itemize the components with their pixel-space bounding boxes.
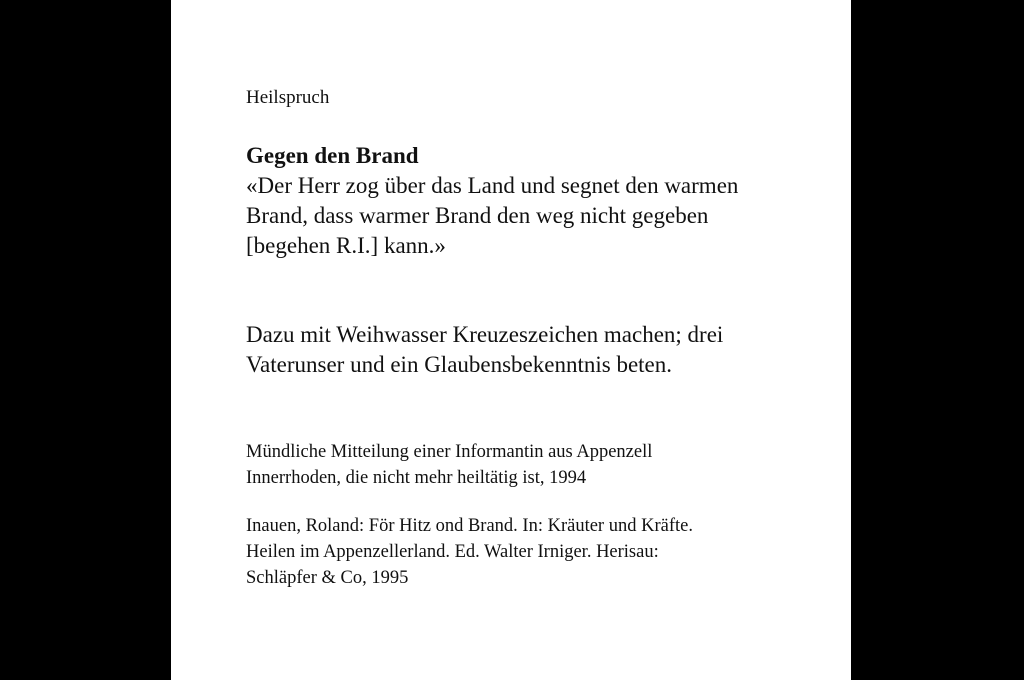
quote-line: [begehen R.I.] kann.» xyxy=(246,233,446,258)
bibliographic-reference xyxy=(246,513,786,591)
source-note xyxy=(246,439,786,491)
document-page xyxy=(171,0,851,680)
document-title: Gegen den Brand xyxy=(246,143,419,168)
spell-quote xyxy=(246,171,806,261)
instruction-paragraph xyxy=(246,320,806,380)
instruction-line: Vaterunser und ein Glaubensbekenntnis beten. xyxy=(246,352,673,377)
source-note-line: Mündliche Mitteilung einer Informantin aus Appenzell xyxy=(246,442,653,462)
document-label: Heilspruch xyxy=(246,87,330,108)
quote-line: «Der Herr zog über das Land und segnet den warmen xyxy=(246,173,739,198)
reference-line: Inauen, Roland: För Hitz ond Brand. In: Kräuter und Kräfte. xyxy=(246,516,693,536)
instruction-line: Dazu mit Weihwasser Kreuzeszeichen machen; drei xyxy=(246,322,724,347)
reference-line: Heilen im Appenzellerland. Ed. Walter Irniger. Herisau: xyxy=(246,542,659,562)
reference-line: Schläpfer & Co, 1995 xyxy=(246,568,409,588)
source-note-line: Innerrhoden, die nicht mehr heiltätig ist, 1994 xyxy=(246,468,587,488)
quote-line: Brand, dass warmer Brand den weg nicht gegeben xyxy=(246,203,709,228)
